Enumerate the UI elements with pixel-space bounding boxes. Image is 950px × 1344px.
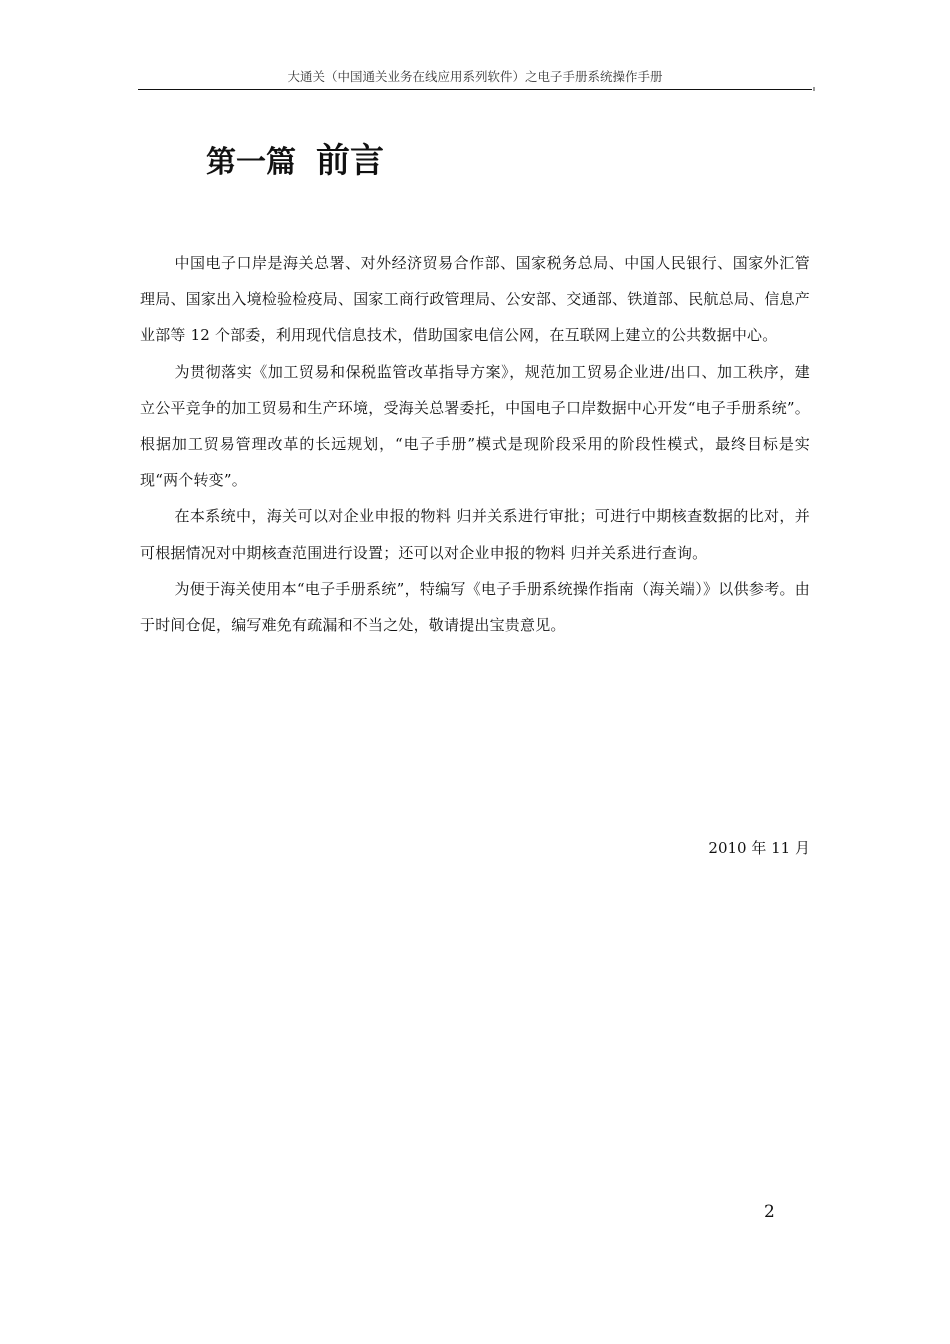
chapter-label: 第一篇: [206, 145, 296, 180]
chapter-title: [206, 138, 384, 186]
page-number: 2: [764, 1202, 775, 1222]
signature-date: 2010 年 11 月: [708, 839, 810, 857]
paragraph-1: 中国电子口岸是海关总署、对外经济贸易合作部、国家税务总局、中国人民银行、国家外汇管理局、国家出入境检验检疫局、国家工商行政管理局、公安部、交通部、铁道部、民航总局、信息产业部等 12 个部委，利用现代信息技术，借助国家电信公网，在互联网上建立的公共数据中心。: [140, 254, 810, 345]
header-rule-end-mark: [813, 87, 815, 91]
paragraph-2: 为贯彻落实《加工贸易和保税监管改革指导方案》，规范加工贸易企业进/出口、加工秩序，建立公平竞争的加工贸易和生产环境，受海关总署委托，中国电子口岸数据中心开发“电子手册系统”。根据加工贸易管理改革的长远规划，“电子手册”模式是现阶段采用的阶段性模式，最终目标是实现“两个转变”。: [140, 362, 810, 490]
paragraph-4: 为便于海关使用本“电子手册系统”，特编写《电子手册系统操作指南（海关端）》以供参考。由于时间仓促，编写难免有疏漏和不当之处，敬请提出宝贵意见。: [140, 579, 810, 635]
chapter-name: 前言: [316, 141, 384, 181]
paragraph-3: 在本系统中，海关可以对企业申报的物料 归并关系进行审批；可进行中期核查数据的比对，并可根据情况对中期核查范围进行设置；还可以对企业申报的物料 归并关系进行查询。: [140, 507, 810, 562]
running-header: 大通关（中国通关业务在线应用系列软件）之电子手册系统操作手册: [287, 69, 663, 84]
header-rule: [138, 89, 812, 90]
body-text: [140, 245, 810, 643]
